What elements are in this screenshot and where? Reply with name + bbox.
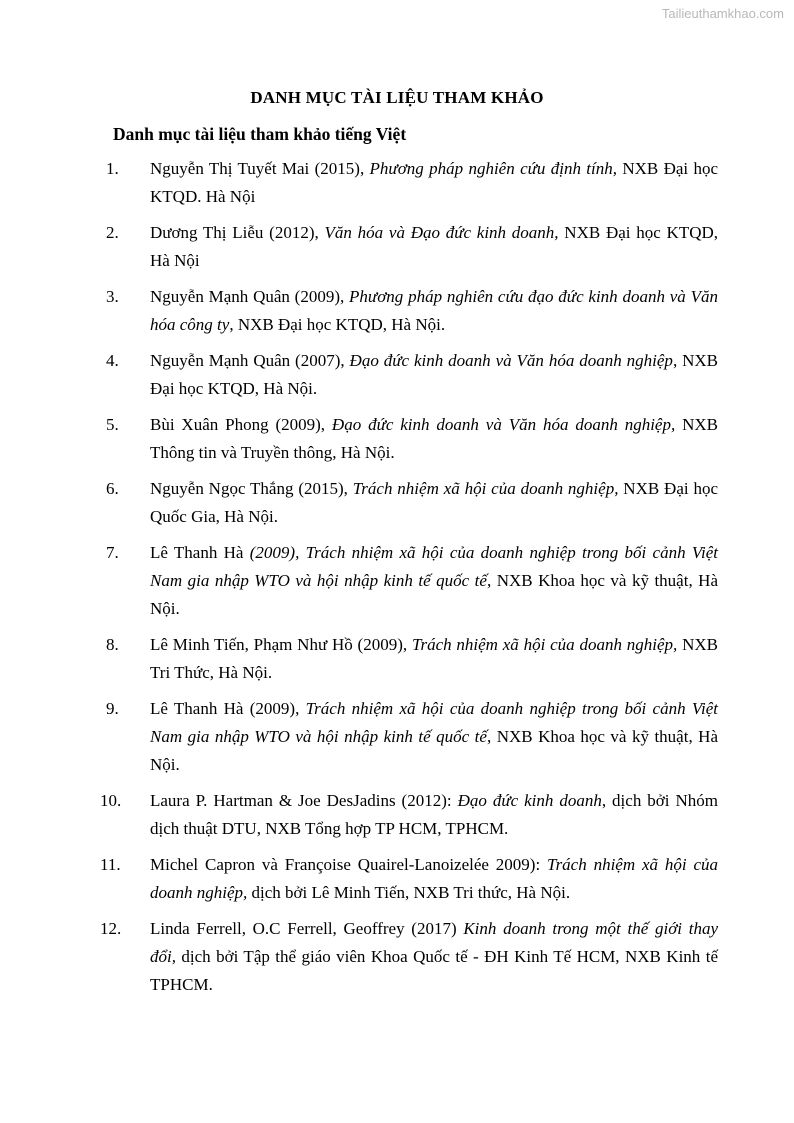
reference-title: Đạo đức kinh doanh và Văn hóa doanh nghiệp, bbox=[331, 415, 676, 434]
reference-number: 7. bbox=[106, 543, 119, 562]
reference-segment: Nguyễn Mạnh Quân (2009), bbox=[150, 287, 350, 306]
reference-segment: dịch bởi Lê Minh Tiến, NXB Tri thức, Hà Nội. bbox=[247, 883, 571, 902]
reference-number: 11. bbox=[100, 855, 121, 874]
watermark: Tailieuthamkhao.com bbox=[661, 6, 784, 21]
reference-item bbox=[106, 411, 718, 467]
reference-segment: Laura P. Hartman & Joe DesJadins (2012): bbox=[150, 791, 458, 810]
reference-item bbox=[100, 851, 718, 907]
reference-item bbox=[106, 283, 718, 339]
reference-text bbox=[150, 415, 718, 462]
section-heading: Danh mục tài liệu tham khảo tiếng Việt bbox=[113, 124, 407, 144]
reference-segment: , NXB Đại học KTQD, Hà Nội. bbox=[150, 351, 718, 398]
reference-number: 12. bbox=[100, 919, 122, 938]
reference-segment: Nguyễn Mạnh Quân (2007), bbox=[150, 351, 350, 370]
reference-segment: Lê Minh Tiến, Phạm Như Hồ (2009), bbox=[150, 635, 412, 654]
reference-item bbox=[106, 219, 718, 275]
reference-segment: , NXB Đại học KTQD, Hà Nội. bbox=[229, 315, 446, 334]
reference-segment: Linda Ferrell, O.C Ferrell, Geoffrey (2017) bbox=[150, 919, 464, 938]
reference-segment: Nguyễn Ngọc Thắng (2015), bbox=[150, 479, 353, 498]
reference-text bbox=[150, 791, 718, 838]
reference-text bbox=[150, 699, 718, 774]
reference-segment: NXB Đại học Quốc Gia, Hà Nội. bbox=[150, 479, 719, 526]
reference-text bbox=[150, 479, 718, 526]
reference-segment: , NXB Khoa học và kỹ thuật, Hà Nội. bbox=[150, 571, 719, 618]
reference-segment: dịch bởi Tập thể giáo viên Khoa Quốc tế - ĐH Kinh Tế HCM, NXB Kinh tế TPHCM. bbox=[150, 947, 718, 994]
reference-number: 6. bbox=[106, 479, 119, 498]
reference-segment: NXB Tri Thức, Hà Nội. bbox=[150, 635, 718, 682]
reference-title: Trách nhiệm xã hội của doanh nghiệp, bbox=[411, 635, 678, 654]
reference-title: Phương pháp nghiên cứu đạo đức kinh doanh và Văn hóa công ty bbox=[150, 287, 718, 334]
reference-segment: Lê Thanh Hà bbox=[150, 543, 250, 562]
reference-segment: Lê Thanh Hà (2009), bbox=[150, 699, 306, 718]
reference-segment: , dịch bởi Nhóm dịch thuật DTU, NXB Tổng hợp TP HCM, TPHCM. bbox=[150, 791, 718, 838]
reference-number: 8. bbox=[106, 635, 119, 654]
reference-item bbox=[106, 475, 718, 531]
reference-text bbox=[150, 287, 718, 334]
reference-text bbox=[150, 919, 718, 994]
reference-number: 5. bbox=[106, 415, 119, 434]
document-title: DANH MỤC TÀI LIỆU THAM KHẢO bbox=[250, 88, 544, 107]
reference-item bbox=[106, 155, 718, 211]
reference-number: 2. bbox=[106, 223, 119, 242]
reference-segment: Nguyễn Thị Tuyết Mai (2015), bbox=[150, 159, 370, 178]
reference-text bbox=[150, 223, 718, 270]
reference-title: (2009), Trách nhiệm xã hội của doanh nghiệp trong bối cảnh Việt Nam gia nhập WTO và hội nhập kinh tế quốc tế bbox=[150, 543, 718, 590]
reference-number: 4. bbox=[106, 351, 119, 370]
reference-title: Trách nhiệm xã hội của doanh nghiệp trong bối cảnh Việt Nam gia nhập WTO và hội nhập kinh tế quốc tế bbox=[150, 699, 718, 746]
reference-item bbox=[100, 915, 718, 999]
reference-text bbox=[150, 855, 718, 902]
reference-item bbox=[106, 539, 718, 623]
reference-number: 3. bbox=[106, 287, 119, 306]
reference-title: Văn hóa và Đạo đức kinh doanh, bbox=[324, 223, 559, 242]
reference-title: Kinh doanh trong một thế giới thay đổi, bbox=[150, 919, 718, 966]
reference-item bbox=[100, 787, 718, 843]
reference-number: 10. bbox=[100, 791, 122, 810]
reference-text bbox=[150, 159, 718, 206]
reference-number: 1. bbox=[106, 159, 119, 178]
reference-title: Đạo đức kinh doanh bbox=[457, 791, 602, 810]
reference-text bbox=[150, 543, 718, 618]
reference-segment: Dương Thị Liễu (2012), bbox=[150, 223, 325, 242]
reference-segment: , NXB Khoa học và kỹ thuật, Hà Nội. bbox=[150, 727, 719, 774]
reference-text bbox=[150, 351, 718, 398]
reference-segment: Michel Capron và Françoise Quairel-Lanoizelée 2009): bbox=[150, 855, 548, 874]
reference-segment: NXB Thông tin và Truyền thông, Hà Nội. bbox=[150, 415, 719, 462]
reference-item bbox=[106, 695, 718, 779]
reference-item bbox=[106, 631, 718, 687]
reference-title: Đạo đức kinh doanh và Văn hóa doanh nghiệp bbox=[349, 351, 673, 370]
reference-list bbox=[100, 155, 719, 1007]
reference-title: Phương pháp nghiên cứu định tính, bbox=[369, 159, 617, 178]
reference-title: Trách nhiệm xã hội của doanh nghiệp, bbox=[352, 479, 619, 498]
reference-title: Trách nhiệm xã hội của doanh nghiệp, bbox=[150, 855, 718, 902]
reference-segment: NXB Đại học KTQD. Hà Nội bbox=[150, 159, 719, 206]
reference-text bbox=[150, 635, 718, 682]
reference-number: 9. bbox=[106, 699, 119, 718]
reference-item bbox=[106, 347, 718, 403]
reference-segment: Bùi Xuân Phong (2009), bbox=[150, 415, 332, 434]
reference-segment: NXB Đại học KTQD, Hà Nội bbox=[150, 223, 719, 270]
